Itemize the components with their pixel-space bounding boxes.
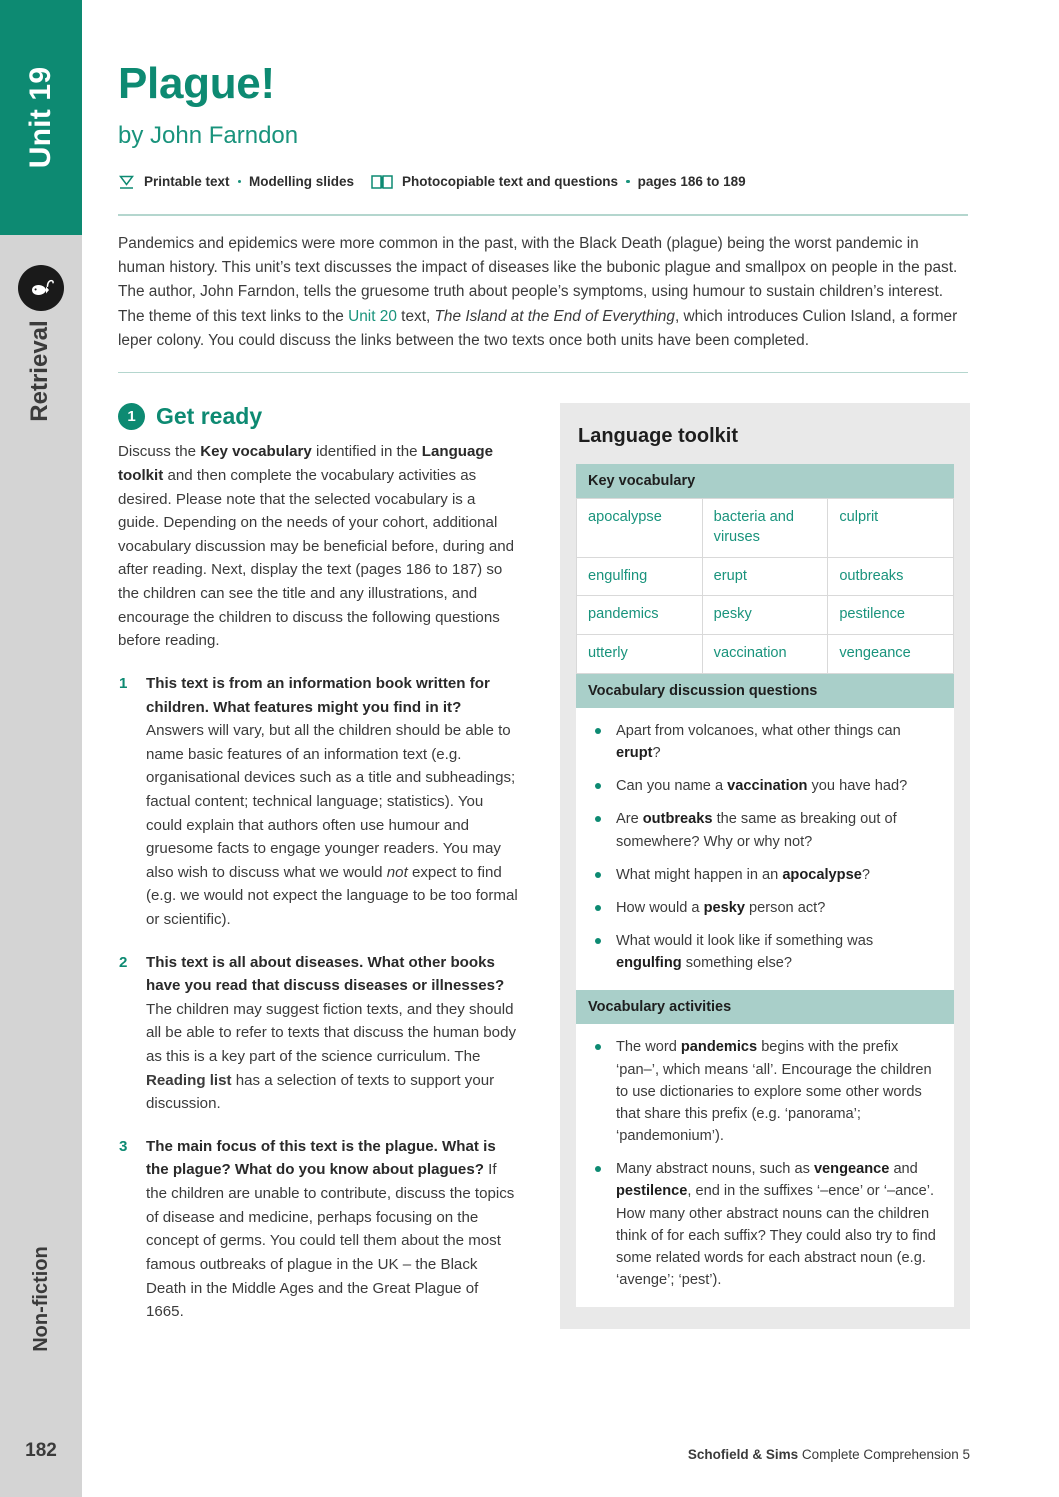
- vocab-cell: bacteria and viruses: [702, 499, 828, 557]
- item-keyword: pandemics: [680, 1039, 758, 1056]
- reading-list-bold: Reading list: [146, 1071, 232, 1089]
- item-text-a: How would a: [616, 899, 704, 916]
- intro-part-2: text,: [396, 307, 435, 325]
- item-text-c: person act?: [745, 899, 826, 916]
- resource-strip: [118, 150, 970, 190]
- discussion-questions-list: [590, 720, 940, 975]
- unit-introduction: [118, 216, 968, 354]
- question-answer-a: Answers will vary, but all the children should be able to name basic features of an information text (e.g. organisational devices such as a title and subheadings; factual content; technical language; statistics). You could explain that authors often use humour and gruesome facts to engage younger readers. You may also wish to discuss what we would: [146, 722, 516, 881]
- vocab-cell: pestilence: [828, 596, 954, 635]
- item-keyword: outbreaks: [642, 811, 713, 828]
- language-toolkit-panel: [560, 403, 970, 1329]
- item-text-a: What would it look like if something was: [616, 933, 874, 950]
- item-keyword: apocalypse: [782, 866, 862, 883]
- download-icon[interactable]: [118, 174, 135, 190]
- question-item-2: [118, 951, 518, 1116]
- item-keyword: engulfing: [616, 955, 682, 972]
- item-keyword: vaccination: [727, 778, 808, 795]
- item-keyword: erupt: [616, 745, 653, 762]
- genre-label: Non-fiction: [29, 1246, 52, 1352]
- pages-label: pages 186 to 189: [637, 174, 746, 189]
- question-number: 1: [119, 674, 128, 692]
- item-text-c: you have had?: [807, 778, 908, 795]
- item-keyword-1: vengeance: [813, 1161, 890, 1178]
- left-sidebar: [0, 0, 82, 1497]
- item-text-a: Apart from volcanoes, what other things can: [616, 722, 901, 739]
- question-prompt: This text is from an information book written for children. What features might you find in it?: [146, 674, 490, 716]
- question-answer-a: If the children are unable to contribute, discuss the topics of disease and medicine, perhaps focusing on the concept of germs. You could tell them about the most famous outbreaks of plague in the UK – the Black Death in the Middle Ages and the Great Plague of 1665.: [146, 1161, 515, 1321]
- author-byline: by John Farndon: [118, 122, 299, 149]
- item-text-c: and: [889, 1161, 918, 1178]
- gr-key-vocabulary-bold: Key vocabulary: [200, 443, 312, 461]
- question-prompt: The main focus of this text is the plague. What is the plague? What do you know about plagues?: [146, 1137, 496, 1179]
- intro-part-3: , which introduces Culion Island, a former leper colony. You could discuss the links between the two texts once both units have been completed.: [118, 307, 958, 350]
- question-prompt: This text is all about diseases. What other books have you read that discuss diseases or illnesses?: [146, 953, 505, 995]
- list-item: [590, 1158, 940, 1291]
- key-vocabulary-table: [576, 498, 954, 673]
- footer-publisher: Schofield & Sims: [687, 1447, 799, 1462]
- separator-dot-2: [626, 180, 630, 184]
- get-ready-heading: [118, 403, 518, 430]
- column-gap: [518, 403, 560, 1329]
- right-column: [560, 403, 970, 1329]
- list-item: [590, 775, 940, 797]
- vocab-cell: vengeance: [828, 635, 954, 674]
- question-number: 3: [119, 1137, 128, 1155]
- question-item-3: [118, 1135, 518, 1324]
- section-title: Get ready: [156, 403, 263, 430]
- left-column: [118, 403, 518, 1329]
- list-item: [590, 864, 940, 886]
- vocab-cell: vaccination: [702, 635, 828, 674]
- discussion-questions-box: [576, 708, 954, 991]
- question-answer-b: expect to find (e.g. we would not expect the language to be too formal or scientific).: [146, 863, 518, 928]
- modelling-slides-label[interactable]: Modelling slides: [249, 174, 355, 189]
- list-item: [590, 897, 940, 919]
- strand-label: Retrieval: [26, 320, 53, 422]
- two-column-body: [118, 373, 970, 1329]
- vocab-cell: pandemics: [577, 596, 703, 635]
- vocabulary-activities-list: [590, 1036, 940, 1291]
- table-row: [577, 557, 954, 596]
- item-text-a: What might happen in an: [616, 866, 783, 883]
- item-text-c: ?: [861, 866, 870, 883]
- unit-tab: [0, 0, 82, 235]
- list-item: [590, 720, 940, 764]
- printable-text-label[interactable]: Printable text: [144, 174, 230, 189]
- item-text-c: something else?: [681, 955, 793, 972]
- vocab-cell: engulfing: [577, 557, 703, 596]
- item-text-c: the same as breaking out of somewhere? Why or why not?: [616, 811, 897, 850]
- list-item: [590, 930, 940, 974]
- footer-series: Complete Comprehension 5: [798, 1447, 970, 1462]
- toolkit-title: Language toolkit: [578, 425, 738, 448]
- key-vocabulary-heading: Key vocabulary: [576, 464, 954, 498]
- question-item-1: [118, 672, 518, 932]
- vocab-cell: pesky: [702, 596, 828, 635]
- discussion-questions-heading: Vocabulary discussion questions: [576, 674, 954, 708]
- gr-intro-d: and then complete the vocabulary activities as desired. Please note that the selected vocabulary is a guide. Depending on the needs of your cohort, additional vocabulary discussion may be beneficial before, during and after reading. Next, display the text (pages 186 to 187) so the children can see the title and any illustrations, and encourage the children to discuss the following questions before reading.: [118, 467, 515, 650]
- open-book-icon[interactable]: [371, 173, 393, 190]
- vocabulary-activities-box: [576, 1024, 954, 1307]
- item-keyword: pesky: [703, 899, 745, 916]
- question-answer-b: has a selection of texts to support your discussion.: [146, 1071, 495, 1113]
- vocab-cell: erupt: [702, 557, 828, 596]
- list-item: [590, 1036, 940, 1147]
- item-text-c: begins with the prefix ‘pan–’, which means ‘all’. Encourage the children to use dictionaries to explore some other words that share this prefix (e.g. ‘panorama’; ‘pandemonium’).: [616, 1039, 932, 1145]
- get-ready-intro: [118, 440, 518, 652]
- vocab-cell: culprit: [828, 499, 954, 557]
- separator-dot-1: [238, 180, 242, 184]
- item-text-e: , end in the suffixes ‘–ence’ or ‘–ance’. How many other abstract nouns can the children think of for each suffix? They could also try to find some related words for each abstract noun (e.g. ‘avenge’; ‘pest’).: [616, 1183, 936, 1289]
- gr-intro-c: identified in the: [311, 443, 422, 461]
- gr-intro-a: Discuss the: [118, 443, 201, 461]
- list-item: [590, 808, 940, 852]
- gr-language-toolkit-bold: Language toolkit: [118, 443, 494, 485]
- item-text-a: The word: [616, 1039, 681, 1056]
- photocopiable-label[interactable]: Photocopiable text and questions: [402, 174, 619, 189]
- table-row: [577, 635, 954, 674]
- item-text-a: Many abstract nouns, such as: [616, 1161, 814, 1178]
- vocab-cell: apocalypse: [577, 499, 703, 557]
- item-text-a: Are: [616, 811, 643, 828]
- question-answer-a: The children may suggest fiction texts, and they should all be able to refer to texts that discuss the human body as this is a key part of the science curriculum. The: [146, 1000, 517, 1066]
- question-answer-italic: not: [386, 863, 408, 881]
- table-row: [577, 596, 954, 635]
- unit-label: Unit 19: [24, 66, 57, 169]
- intro-part-1: Pandemics and epidemics were more common in the past, with the Black Death (plague) being the worst pandemic in human history. This unit’s text discusses the impact of diseases like the bubonic plague and smallpox on people in the past. The author, John Farndon, tells the gruesome truth about people’s symptoms, using humour to sustain children’s interest. The theme of this text links to the: [118, 234, 958, 325]
- vocab-cell: outbreaks: [828, 557, 954, 596]
- item-keyword-2: pestilence: [616, 1183, 688, 1200]
- page-title: Plague!: [118, 59, 275, 108]
- get-ready-question-list: [118, 672, 518, 1324]
- item-text-c: ?: [652, 745, 661, 762]
- item-text-a: Can you name a: [616, 778, 728, 795]
- vocabulary-activities-heading: Vocabulary activities: [576, 990, 954, 1024]
- unit-20-link[interactable]: Unit 20: [348, 307, 397, 325]
- page-number: 182: [25, 1440, 57, 1461]
- section-number-badge: 1: [118, 403, 145, 430]
- footer-imprint: [688, 1447, 970, 1462]
- question-number: 2: [119, 953, 128, 971]
- table-row: [577, 499, 954, 557]
- page-content: [118, 0, 970, 1329]
- intro-book-title: The Island at the End of Everything: [434, 307, 675, 325]
- vocab-cell: utterly: [577, 635, 703, 674]
